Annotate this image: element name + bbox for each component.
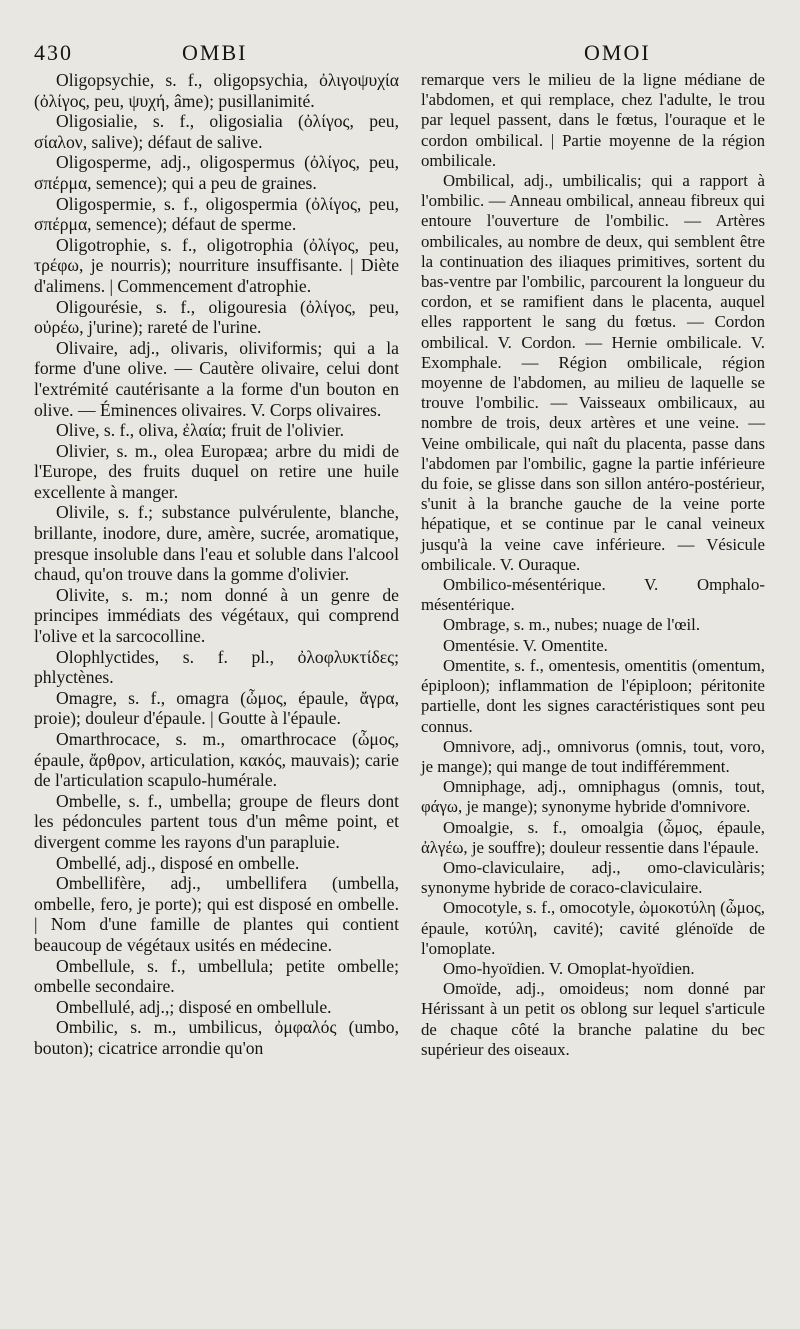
entry-ombelle-adj: Ombellé, adj., disposé en ombelle. bbox=[56, 852, 300, 873]
entry-olivier: Olivier, s. m., olea Europæa; arbre du midi de l'Europe, des fruits duquel on retire une huile excellente à manger. bbox=[34, 440, 399, 502]
entry-ombilical: Ombilical, adj., umbilicalis; qui a rapport à l'ombilic. — Anneau ombilical, anneau fibreux qui entoure l'ouverture de l'ombilic. — Artères ombilicales, au nombre de deux, qui semblent être la continuation des iliaques primitives, sortent du bas-ventre par l'ombilic, parcourent la longueur du cordon, et se ramifient dans le placenta, auquel elles rapportent le sang du fœtus. — Cordon ombilical. V. Cordon. — Hernie ombilicale. V. Exomphale. — Région ombilicale, région moyenne de l'abdomen, au milieu de laquelle se trouve l'ombilic. — Vaisseaux ombilicaux, au nombre de trois, deux artères et une veine. — Veine ombilicale, qui naît du placenta, passe dans l'abdomen par l'ombilic, gagne la partie inférieure du foie, se glisse dans son sillon antéro-postérieur, s'unit à la branche gauche de la veine porte hépatique, et se continue par le canal veineux jusqu'à la veine cave inférieure. — Vésicule ombilicale. V. Ouraque. bbox=[421, 171, 765, 574]
entry-omo-claviculaire: Omo-claviculaire, adj., omo-claviculàris; synonyme hybride de coraco-claviculaire. bbox=[421, 857, 765, 898]
entry-omentesie: Omentésie. V. Omentite. bbox=[443, 635, 608, 655]
entry-oligopsychie: Oligopsychie, s. f., oligopsychia, ὀλιγοψυχία (ὀλίγος, peu, ψυχή, âme); pusillanimité. bbox=[34, 70, 399, 111]
entry-omocotyle: Omocotyle, s. f., omocotyle, ὠμοκοτύλη (ὦμος, épaule, κοτύλη, cavité); cavité glénoïde de l'omoplate. bbox=[421, 898, 765, 958]
right-column bbox=[421, 70, 765, 1060]
left-column bbox=[34, 70, 399, 1060]
entry-ombellule: Ombellule, s. f., umbellula; petite ombelle; ombelle secondaire. bbox=[34, 955, 399, 997]
entry-ombilico-mesenterique: Ombilico-mésentérique. V. Omphalo-mésentérique. bbox=[421, 575, 765, 615]
entry-omo-hyoidien: Omo-hyoïdien. V. Omoplat-hyoïdien. bbox=[443, 958, 695, 978]
entry-olive: Olive, s. f., oliva, ἐλαία; fruit de l'olivier. bbox=[56, 420, 345, 441]
entry-omarthrocace: Omarthrocace, s. m., omarthrocace (ὦμος, épaule, ἄρθρον, articulation, κακός, mauvais); carie de l'articulation scapulo-humérale. bbox=[34, 729, 399, 791]
left-running-head: OMBI bbox=[182, 40, 248, 65]
entry-omagre: Omagre, s. f., omagra (ὦμος, épaule, ἄγρα, proie); douleur d'épaule. | Goutte à l'épaule. bbox=[34, 687, 399, 729]
entry-oligospermie: Oligospermie, s. f., oligospermia (ὀλίγος, peu, σπέρμα, semence); défaut de sperme. bbox=[34, 193, 399, 235]
page-number: 430 bbox=[34, 40, 73, 65]
entry-ombellifere: Ombellifère, adj., umbellifera (umbella, ombelle, fero, je porte); qui est disposé en ombelle. | Nom d'une famille de plantes qui contient beaucoup de végétaux usités en médecine. bbox=[34, 873, 399, 955]
entry-oligotrophie: Oligotrophie, s. f., oligotrophia (ὀλίγος, peu, τρέφω, je nourris); nourriture insuffisante. | Diète d'alimens. | Commencement d'atrophie. bbox=[34, 234, 399, 296]
entry-ombrage: Ombrage, s. m., nubes; nuage de l'œil. bbox=[443, 615, 701, 635]
entry-ombellule-adj: Ombellulé, adj.,; disposé en ombellule. bbox=[56, 996, 332, 1017]
entry-oligosialie: Oligosialie, s. f., oligosialia (ὀλίγος, peu, σίαλον, salive); défaut de salive. bbox=[34, 111, 399, 152]
entry-olivite: Olivite, s. m.; nom donné à un genre de principes immédiats des végétaux, qui comprend l'olive et la sarcocolline. bbox=[34, 584, 399, 647]
entry-oligosperme: Oligosperme, adj., oligospermus (ὀλίγος, peu, σπέρμα, semence); qui a peu de graines. bbox=[34, 152, 399, 193]
entry-omentite: Omentite, s. f., omentesis, omentitis (omentum, épiploon); inflammation de l'épiploon; péritonite partielle, dont les signes caractéristiques sont peu connus. bbox=[421, 655, 765, 736]
entry-omniphage: Omniphage, adj., omniphagus (omnis, tout, φάγω, je mange); synonyme hybride d'omnivore. bbox=[421, 777, 765, 817]
page-header bbox=[34, 40, 786, 70]
entry-omoide: Omoïde, adj., omoideus; nom donné par Hérissant à un petit os oblong sur lequel s'articule de chaque côté la branche palatine du bec supérieur des oiseaux. bbox=[421, 979, 765, 1059]
entry-omnivore: Omnivore, adj., omnivorus (omnis, tout, voro, je mange); qui mange de tout indifféremment. bbox=[421, 736, 765, 776]
entry-olivaire: Olivaire, adj., olivaris, oliviformis; qui a la forme d'une olive. — Cautère olivaire, celui dont l'extrémité cautérisante a la forme d'un bouton en olive. — Éminences olivaires. V. Corps olivaires. bbox=[34, 337, 399, 420]
entry-ombilic-continued: remarque vers le milieu de la ligne médiane de l'abdomen, et qui remplace, chez l'adulte, le trou par lequel passent, dans le fœtus, l'ouraque et le cordon ombilical. | Partie moyenne de la région ombilicale. bbox=[421, 70, 765, 170]
entry-omoalgie: Omoalgie, s. f., omoalgia (ὦμος, épaule, ἀλγέω, je souffre); douleur ressentie dans l'épaule. bbox=[421, 817, 765, 857]
right-running-head: OMOI bbox=[584, 40, 651, 65]
entry-ombilic: Ombilic, s. m., umbilicus, ὀμφαλός (umbo, bouton); cicatrice arrondie qu'on bbox=[34, 1017, 399, 1058]
entry-oligouresie: Oligourésie, s. f., oligouresia (ὀλίγος, peu, οὐρέω, j'urine); rareté de l'urine. bbox=[34, 296, 399, 338]
entry-olophlyctides: Olophlyctides, s. f. pl., ὀλοφλυκτίδες; phlyctènes. bbox=[34, 646, 399, 688]
entry-ombelle: Ombelle, s. f., umbella; groupe de fleurs dont les pédoncules partent tous d'un même point, et divergent comme les rayons d'un parapluie. bbox=[34, 790, 399, 852]
entry-olivile: Olivile, s. f.; substance pulvérulente, blanche, brillante, inodore, dure, amère, sucrée, aromatique, presque insoluble dans l'eau et soluble dans l'alcool chaud, qu'on trouve dans la gomme d'olivier. bbox=[34, 502, 399, 585]
